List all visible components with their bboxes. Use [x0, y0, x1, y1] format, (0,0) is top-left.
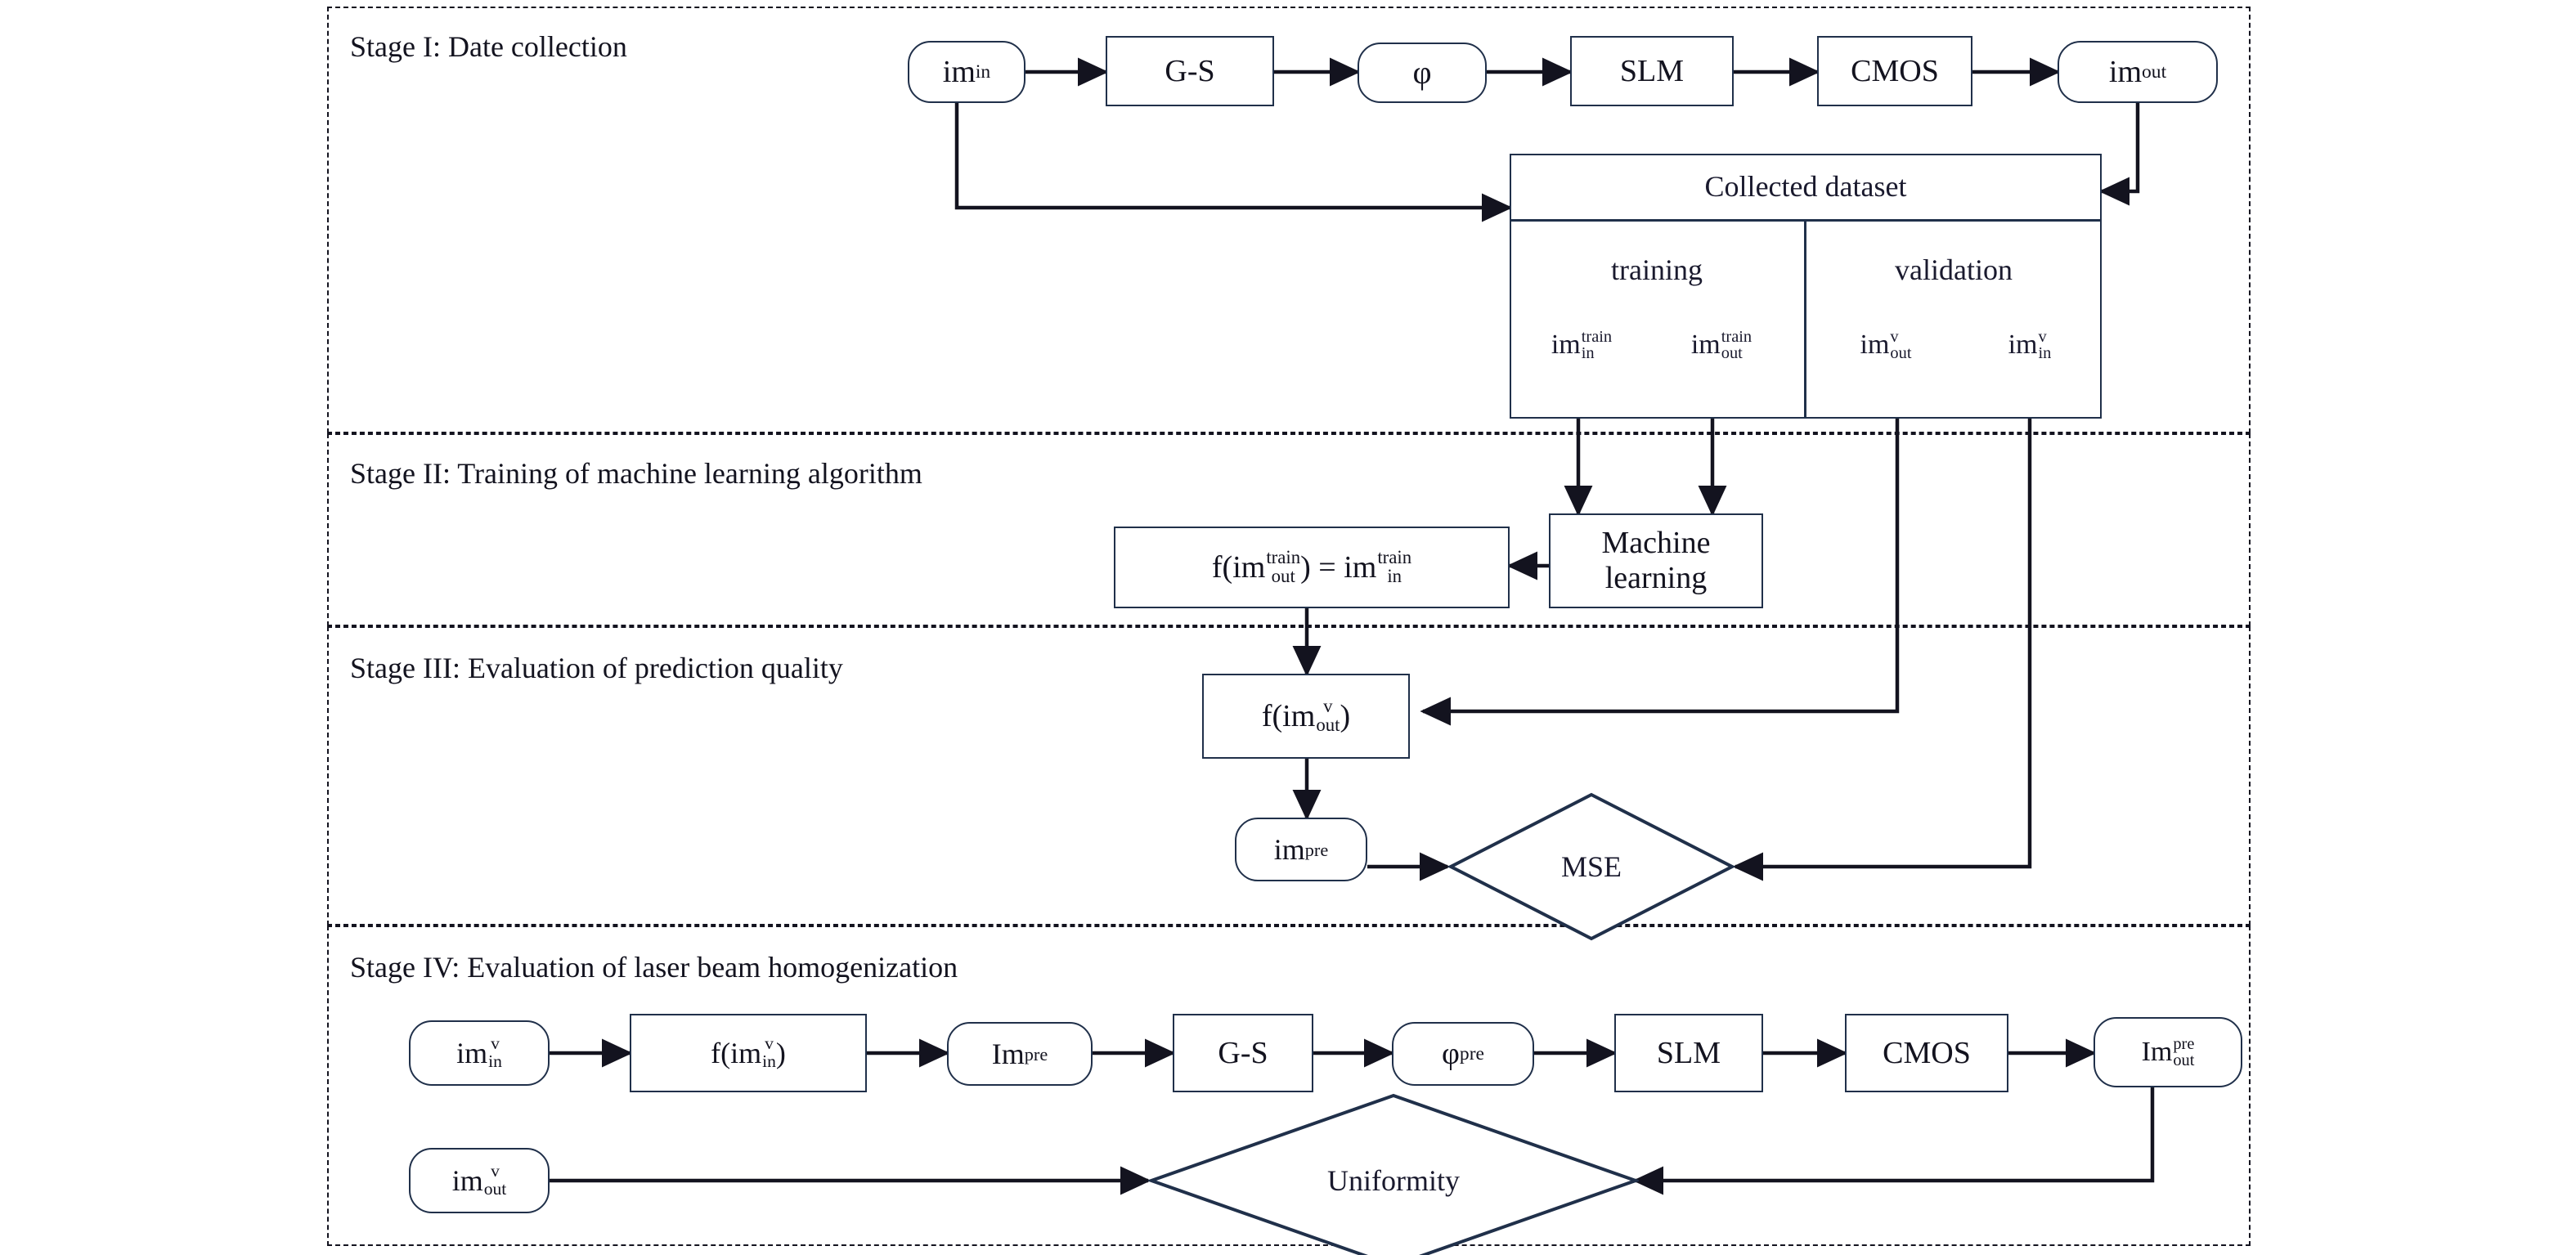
- dataset-validation-label: validation: [1895, 253, 2013, 286]
- im-in-v-base: im: [456, 1036, 488, 1069]
- sub: out: [1316, 715, 1340, 735]
- dataset-im-in-v-base: im: [2008, 329, 2038, 360]
- Im-out-pre-scripts: [2173, 1036, 2194, 1069]
- node-im-in-v-stage4[interactable]: [409, 1020, 550, 1086]
- sup: pre: [2173, 1034, 2195, 1053]
- dataset-im-in-train-base: im: [1551, 329, 1581, 360]
- equation-lhs-scripts: [1266, 549, 1300, 586]
- node-cmos-stage1-label: CMOS: [1851, 53, 1939, 88]
- dataset-im-in-train-scripts: [1582, 329, 1612, 362]
- equation-mid: ) = im: [1300, 549, 1377, 585]
- node-cmos-stage4[interactable]: [1845, 1014, 2008, 1092]
- Im-out-pre-base: Im: [2141, 1036, 2173, 1067]
- f-im-out-v-close: ): [1340, 698, 1351, 733]
- sub: in: [1387, 566, 1402, 586]
- sup: v: [2038, 327, 2047, 346]
- node-im-out-v-stage4[interactable]: [409, 1148, 550, 1213]
- stage-1-label: Stage I: Date collection: [350, 30, 627, 63]
- dataset-im-in-v: [1958, 320, 2102, 370]
- stage-3-label: Stage III: Evaluation of prediction quality: [350, 652, 843, 684]
- im-out-v-scripts: [484, 1163, 507, 1198]
- dataset-im-out-train: [1645, 320, 1797, 370]
- im-pre-sup: pre: [1304, 839, 1329, 860]
- node-gs-stage4[interactable]: [1173, 1014, 1313, 1092]
- node-im-in-sub: in: [975, 61, 991, 83]
- node-phi-label: φ: [1412, 53, 1432, 91]
- node-gs-stage1-label: G-S: [1165, 53, 1215, 88]
- sub: in: [1581, 344, 1595, 362]
- node-mse[interactable]: [1447, 791, 1735, 942]
- node-slm-stage4[interactable]: [1614, 1014, 1763, 1092]
- node-uniformity[interactable]: [1148, 1092, 1639, 1255]
- Im-pre-sup: pre: [1024, 1043, 1048, 1065]
- sub: out: [1721, 344, 1743, 362]
- sub: in: [488, 1051, 502, 1071]
- node-Im-pre[interactable]: [947, 1022, 1093, 1086]
- dataset-im-in-train: [1510, 320, 1654, 370]
- uniformity-label: Uniformity: [1327, 1164, 1460, 1197]
- sup: train: [1721, 327, 1752, 346]
- node-im-pre[interactable]: [1235, 818, 1367, 881]
- node-gs-stage4-label: G-S: [1218, 1035, 1268, 1070]
- f-im-in-v-base: f(im: [711, 1036, 762, 1069]
- sup: v: [1323, 696, 1333, 717]
- sub: out: [2173, 1051, 2195, 1069]
- node-im-in[interactable]: [908, 41, 1025, 103]
- sub: in: [2038, 344, 2052, 362]
- dataset-im-out-v-base: im: [1860, 329, 1890, 360]
- node-f-im-out-v[interactable]: [1202, 674, 1410, 759]
- node-phi-pre[interactable]: [1392, 1022, 1534, 1086]
- node-slm-stage1-label: SLM: [1619, 53, 1685, 88]
- machine-learning-line2: learning: [1604, 561, 1708, 595]
- node-phi[interactable]: [1358, 43, 1487, 103]
- dataset-title: Collected dataset: [1704, 170, 1907, 203]
- f-im-out-v-scripts: [1316, 697, 1340, 735]
- phi-pre-base: φ: [1441, 1036, 1460, 1071]
- node-cmos-stage1[interactable]: [1817, 36, 1972, 106]
- sup: train: [1581, 327, 1613, 346]
- node-im-out-sub: out: [2142, 61, 2167, 83]
- stage-2-label: Stage II: Training of machine learning algorithm: [350, 457, 922, 490]
- node-slm-stage1[interactable]: [1570, 36, 1734, 106]
- f-im-out-v-base: f(im: [1261, 698, 1316, 733]
- node-slm-stage4-label: SLM: [1656, 1035, 1721, 1070]
- sup: v: [491, 1033, 500, 1054]
- node-gs-stage1[interactable]: [1106, 36, 1274, 106]
- node-Im-out-pre[interactable]: [2094, 1017, 2242, 1087]
- sup: train: [1266, 547, 1301, 568]
- sup: v: [491, 1161, 500, 1181]
- node-machine-learning[interactable]: [1549, 513, 1763, 608]
- node-im-out[interactable]: [2058, 41, 2218, 103]
- dataset-im-out-train-scripts: [1721, 329, 1752, 362]
- sup: v: [1890, 327, 1899, 346]
- equation-lhs: f(im: [1211, 549, 1266, 585]
- sub: in: [762, 1051, 776, 1071]
- mse-label: MSE: [1560, 850, 1622, 883]
- node-training-equation[interactable]: [1114, 527, 1510, 608]
- sup: train: [1377, 547, 1412, 568]
- node-im-in-label: im: [942, 54, 976, 89]
- node-f-im-in-v[interactable]: [630, 1014, 867, 1092]
- sub: out: [483, 1179, 507, 1199]
- machine-learning-line1: Machine: [1601, 526, 1711, 561]
- dataset-im-out-v-scripts: [1890, 329, 1911, 362]
- dataset-im-out-train-base: im: [1690, 329, 1721, 360]
- im-in-v-scripts: [488, 1035, 502, 1070]
- dataset-im-in-v-scripts: [2039, 329, 2052, 362]
- node-cmos-stage4-label: CMOS: [1883, 1035, 1971, 1070]
- dataset-training-label: training: [1611, 253, 1703, 286]
- f-im-in-v-close: ): [775, 1036, 786, 1069]
- sub: out: [1890, 344, 1912, 362]
- im-pre-base: im: [1273, 832, 1305, 866]
- sup: v: [765, 1033, 774, 1054]
- im-out-v-base: im: [451, 1163, 483, 1197]
- phi-pre-sup: pre: [1459, 1042, 1484, 1065]
- sub: out: [1271, 566, 1295, 586]
- Im-pre-base: Im: [991, 1037, 1025, 1070]
- node-im-out-label: im: [2108, 54, 2143, 89]
- equation-rhs-scripts: [1377, 549, 1411, 586]
- f-im-in-v-scripts: [762, 1035, 776, 1070]
- stage-4-label: Stage IV: Evaluation of laser beam homogenization: [350, 951, 958, 984]
- dataset-im-out-v: [1814, 320, 1958, 370]
